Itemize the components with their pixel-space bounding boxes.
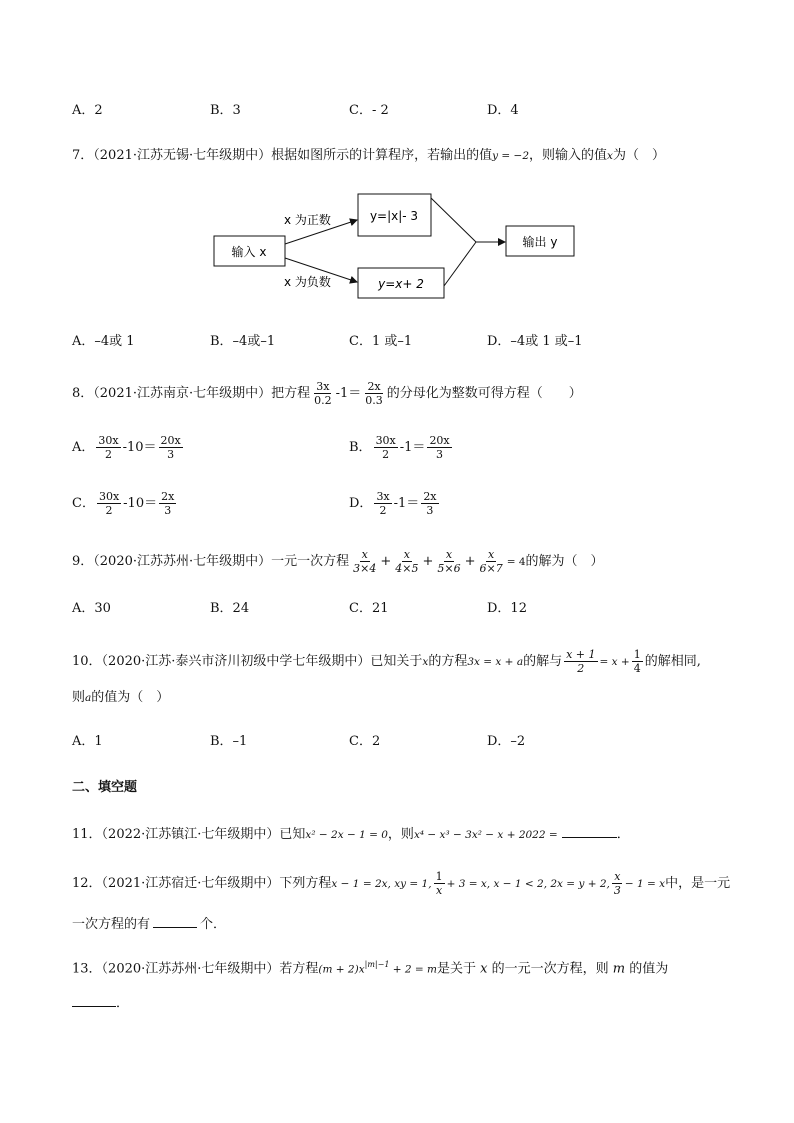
q9-stem: 9．（2020·江苏苏州·七年级期中）一元一次方程 $\frac{x}{3\times 4}$ + $\frac{x}{4\times 5}$ + $\frac{x}{5\times 6}$ + $\frac{x}{6\times 7}$ = 4的解为（ ） <box>72 548 604 575</box>
q7-option-c: C．1 或–1 <box>349 334 413 349</box>
q12-stem-line1: 12．（2021·江苏宿迁·七年级期中）下列方程x − 1 = 2x, xy = 1, $\frac{1}{x}$ + 3 = x, x − 1 < 2, 2x = y + 2, $\frac{x}{3}$ − 1 = x中，是一元 <box>72 870 731 897</box>
q9-option-b: B．24 <box>210 601 250 616</box>
q9-option-c: C．21 <box>349 601 389 616</box>
q10-option-a: A．1 <box>72 734 103 749</box>
q9-option-a: A．30 <box>72 601 111 616</box>
q8-fraction-2: $\frac{2x}{0.3}$ <box>365 380 383 407</box>
top-box-formula: y=|x|- 3 <box>369 209 419 223</box>
q8-stem <box>72 380 582 407</box>
q6-option-c: C．- 2 <box>349 103 389 118</box>
merge-line-bottom <box>444 242 476 286</box>
merge-line-top <box>431 198 476 242</box>
q8-fraction-1: $\frac{3x}{0.2}$ <box>314 380 332 407</box>
q7-stem-mid: ，则输入的值 <box>529 148 608 163</box>
q10-option-d: D．–2 <box>487 734 526 749</box>
q7-stem-eq: y = −2 <box>492 150 530 162</box>
q8-stem-post: 的分母化为整数可得方程（ ） <box>386 386 582 401</box>
q12-answer-blank[interactable] <box>153 913 197 928</box>
q7-stem-pre: 7．（2021·江苏无锡·七年级期中）根据如图所示的计算程序，若输出的值 <box>72 148 493 163</box>
q8-option-a: A． $\frac{30x}{2}$ -10＝ $\frac{20x}{3}$ <box>72 434 181 461</box>
q7-option-a: A．–4或 1 <box>72 334 135 349</box>
bottom-box-formula: y=x+ 2 <box>378 277 424 291</box>
q8-stem-pre: 8．（2021·江苏南京·七年级期中）把方程 <box>72 386 311 401</box>
q11-stem: 11．（2022·江苏镇江·七年级期中）已知x² − 2x − 1 = 0，则x⁴ − x³ − 3x² − x + 2022 = ． <box>72 823 630 845</box>
section-heading-fill-blank: 二、填空题 <box>72 780 138 795</box>
q13-answer-blank[interactable] <box>72 992 116 1007</box>
input-label: 输入 x <box>231 245 267 259</box>
q13-stem-line2: ． <box>72 992 129 1014</box>
q10-option-c: C．2 <box>349 734 381 749</box>
q8-option-c: C． $\frac{30x}{2}$ -10＝ $\frac{2x}{3}$ <box>72 490 175 517</box>
q6-option-b: B．3 <box>210 103 241 118</box>
q7-option-b: B．–4或–1 <box>210 334 276 349</box>
q7-option-d: D．–4或 1 或–1 <box>487 334 583 349</box>
q10-option-b: B．–1 <box>210 734 248 749</box>
q12-stem-line2: 一次方程的有 个． <box>72 913 226 935</box>
branch-top-label: x 为正数 <box>284 213 331 227</box>
output-label: 输出 y <box>522 235 558 249</box>
q7-stem <box>72 146 665 166</box>
q7-flowchart <box>200 180 600 310</box>
q10-stem-line2: 则a的值为（ ） <box>72 690 170 705</box>
q8-option-b: B． $\frac{30x}{2}$ -1＝ $\frac{20x}{3}$ <box>349 434 450 461</box>
q6-option-a: A．2 <box>72 103 103 118</box>
q7-stem-post: 为（ ） <box>612 148 665 163</box>
q13-stem-line1: 13．（2020·江苏苏州·七年级期中）若方程$(m + 2)x^{|m|-1} + 2 = m$是关于 x 的一元一次方程，则 m 的值为 <box>72 960 669 977</box>
q6-option-d: D．4 <box>487 103 519 118</box>
q9-option-d: D．12 <box>487 601 527 616</box>
q7-stem-var: x <box>607 150 613 162</box>
q10-stem-line1: 10．（2020·江苏·泰兴市济川初级中学七年级期中）已知关于x的方程3x = x + a的解与 $\frac{x + 1}{2}$ = x + $\frac{1}{4}$ 的解相同, <box>72 648 701 675</box>
branch-bottom-label: x 为负数 <box>284 275 331 289</box>
q8-mid: -1＝ <box>335 386 362 401</box>
q8-option-d: D． $\frac{3x}{2}$ -1＝ $\frac{2x}{3}$ <box>349 490 437 517</box>
q11-answer-blank[interactable] <box>562 823 617 838</box>
